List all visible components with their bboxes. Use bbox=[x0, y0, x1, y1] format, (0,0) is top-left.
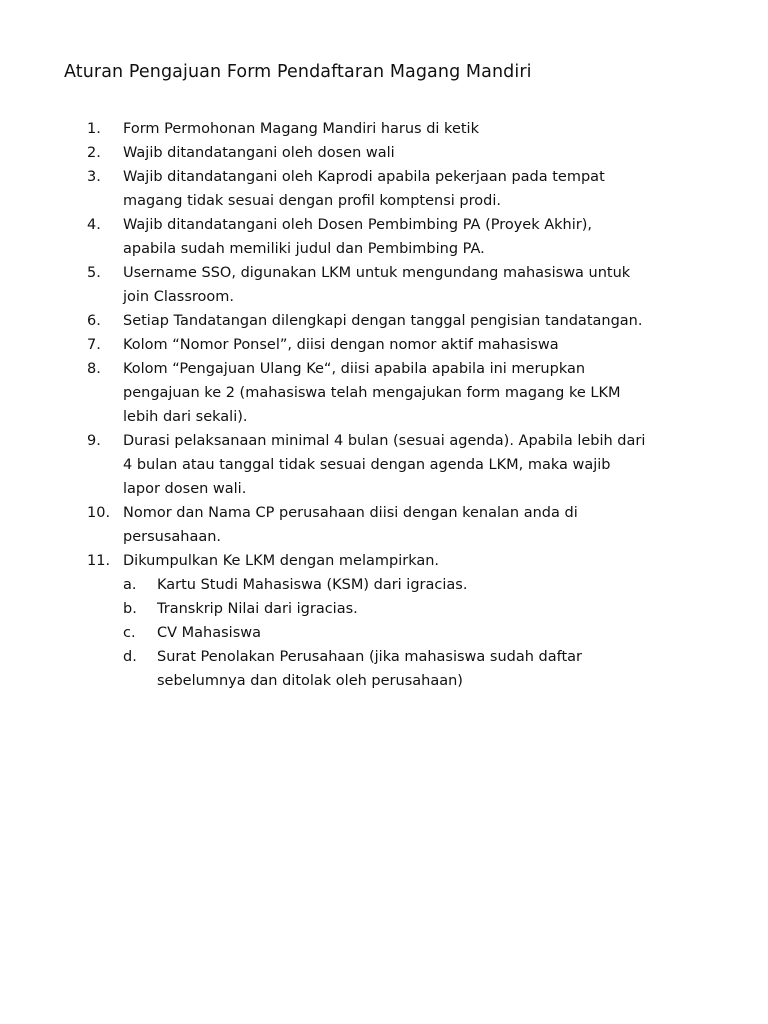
rule-line: Setiap Tandatangan dilengkapi dengan tanggal pengisian tandatangan. bbox=[123, 313, 643, 329]
rules-list bbox=[0, 117, 768, 693]
rule-item bbox=[0, 141, 703, 165]
rule-line: Username SSO, digunakan LKM untuk mengundang mahasiswa untuk bbox=[123, 265, 631, 281]
sublist-letter: b. bbox=[123, 601, 137, 617]
rule-line: lebih dari sekali). bbox=[123, 409, 248, 425]
rule-item bbox=[0, 165, 703, 213]
rule-number: 1. bbox=[87, 121, 101, 137]
rule-line: Kolom “Pengajuan Ulang Ke“, diisi apabila apabila ini merupkan bbox=[123, 361, 586, 377]
rule-item bbox=[0, 213, 703, 261]
sublist-letter: a. bbox=[123, 577, 137, 593]
rule-line: lapor dosen wali. bbox=[123, 481, 247, 497]
sublist-line: CV Mahasiswa bbox=[157, 625, 262, 641]
sublist-line: Surat Penolakan Perusahaan (jika mahasiswa sudah daftar bbox=[157, 649, 583, 665]
rule-item bbox=[0, 261, 703, 309]
rule-item bbox=[0, 117, 703, 141]
rule-line: Wajib ditandatangani oleh Dosen Pembimbing PA (Proyek Akhir), bbox=[123, 217, 592, 233]
rule-number: 11. bbox=[87, 553, 111, 569]
rule-item bbox=[0, 429, 703, 501]
rule-item bbox=[0, 549, 703, 693]
rule-item bbox=[0, 357, 703, 429]
rule-item bbox=[0, 309, 703, 333]
rule-number: 2. bbox=[87, 145, 101, 161]
rule-line: apabila sudah memiliki judul dan Pembimbing PA. bbox=[123, 241, 485, 257]
rule-line: Kolom “Nomor Ponsel”, diisi dengan nomor aktif mahasiswa bbox=[123, 337, 559, 353]
rule-line: Nomor dan Nama CP perusahaan diisi dengan kenalan anda di bbox=[123, 505, 578, 521]
rule-number: 7. bbox=[87, 337, 101, 353]
sublist-item bbox=[123, 573, 703, 597]
sublist-item bbox=[123, 621, 703, 645]
rule-number: 9. bbox=[87, 433, 101, 449]
sublist-item bbox=[123, 597, 703, 621]
rule-line: Dikumpulkan Ke LKM dengan melampirkan. bbox=[123, 553, 440, 569]
sublist-line: sebelumnya dan ditolak oleh perusahaan) bbox=[157, 673, 463, 689]
rule-line: magang tidak sesuai dengan profil komptensi prodi. bbox=[123, 193, 501, 209]
rule-item bbox=[0, 501, 703, 549]
rule-line: Form Permohonan Magang Mandiri harus di ketik bbox=[123, 121, 479, 137]
sublist-line: Transkrip Nilai dari igracias. bbox=[157, 601, 358, 617]
sublist-item bbox=[123, 645, 703, 693]
sublist-letter: c. bbox=[123, 625, 136, 641]
rule-line: pengajuan ke 2 (mahasiswa telah mengajukan form magang ke LKM bbox=[123, 385, 621, 401]
attachment-sublist bbox=[123, 573, 703, 693]
rule-line: Wajib ditandatangani oleh Kaprodi apabila pekerjaan pada tempat bbox=[123, 169, 605, 185]
document-title: Aturan Pengajuan Form Pendaftaran Magang Mandiri bbox=[64, 62, 532, 82]
rule-number: 5. bbox=[87, 265, 101, 281]
rule-line: Wajib ditandatangani oleh dosen wali bbox=[123, 145, 395, 161]
rule-number: 4. bbox=[87, 217, 101, 233]
rule-line: persusahaan. bbox=[123, 529, 222, 545]
rule-number: 8. bbox=[87, 361, 101, 377]
rule-line: Durasi pelaksanaan minimal 4 bulan (sesuai agenda). Apabila lebih dari bbox=[123, 433, 646, 449]
rule-number: 10. bbox=[87, 505, 111, 521]
rule-line: join Classroom. bbox=[123, 289, 234, 305]
sublist-line: Kartu Studi Mahasiswa (KSM) dari igracias. bbox=[157, 577, 468, 593]
rule-line: 4 bulan atau tanggal tidak sesuai dengan agenda LKM, maka wajib bbox=[123, 457, 611, 473]
rule-number: 6. bbox=[87, 313, 101, 329]
rule-number: 3. bbox=[87, 169, 101, 185]
rule-item bbox=[0, 333, 703, 357]
sublist-letter: d. bbox=[123, 649, 137, 665]
